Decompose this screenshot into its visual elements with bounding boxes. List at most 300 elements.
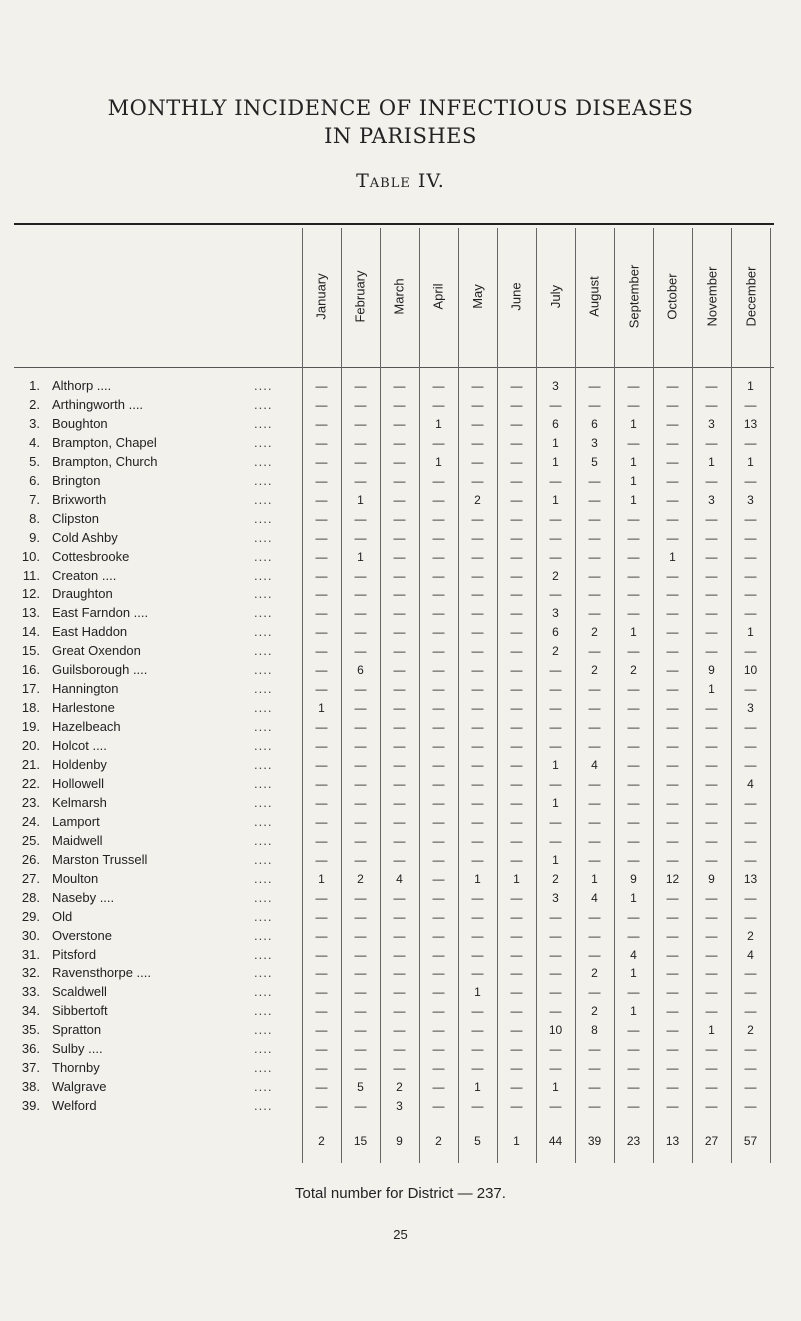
table-cell: —	[315, 928, 328, 943]
parish-name: Althorp ....	[52, 378, 112, 393]
table-cell: —	[744, 966, 757, 981]
table-cell: 1	[708, 682, 715, 697]
table-cell: —	[354, 814, 367, 829]
table-cell: —	[510, 852, 523, 867]
table-cell: —	[549, 1004, 562, 1019]
table-cell: 1	[552, 454, 559, 469]
table-cell: —	[744, 549, 757, 564]
table-cell: —	[393, 492, 406, 507]
month-header-september	[614, 232, 653, 360]
table-cell: —	[549, 511, 562, 526]
table-cell: —	[432, 625, 445, 640]
table-cell: —	[471, 568, 484, 583]
monthly-total: 44	[548, 1134, 563, 1148]
table-cell: —	[471, 1099, 484, 1114]
leader-dots: ....	[254, 643, 273, 659]
table-cell: —	[432, 833, 445, 848]
table-cell: —	[744, 397, 757, 412]
table-cell: —	[588, 473, 601, 488]
table-cell: 1	[435, 416, 442, 431]
table-cell: —	[627, 587, 640, 602]
table-row	[14, 794, 302, 812]
leader-dots: ....	[254, 605, 273, 621]
table-cell: —	[627, 606, 640, 621]
table-cell: —	[432, 511, 445, 526]
row-number: 5.	[29, 453, 40, 469]
parish-name: Hazelbeach	[52, 719, 121, 735]
table-cell: —	[627, 985, 640, 1000]
table-cell: —	[588, 511, 601, 526]
row-number: 30.	[21, 927, 40, 943]
table-cell: 1	[552, 435, 559, 450]
table-cell: 1	[747, 454, 754, 469]
table-row	[14, 737, 302, 755]
table-cell: —	[666, 966, 679, 981]
table-cell: 4	[591, 758, 598, 772]
table-cell: 2	[474, 492, 481, 507]
table-cell: —	[744, 795, 757, 810]
table-cell: —	[315, 397, 328, 412]
table-cell: —	[549, 1099, 562, 1114]
row-number: 1.	[29, 378, 40, 393]
table-cell: —	[393, 909, 406, 924]
table-row	[14, 472, 302, 490]
month-header-label: September	[626, 264, 641, 328]
parish-name: Creaton ....	[52, 567, 117, 583]
table-cell: —	[510, 530, 523, 545]
table-cell: —	[666, 985, 679, 1000]
page-number: 25	[393, 1227, 408, 1242]
parish-name: Clipston	[52, 510, 99, 526]
monthly-total: 27	[704, 1134, 719, 1148]
table-cell: —	[393, 1023, 406, 1038]
table-cell: —	[627, 720, 640, 735]
table-cell: —	[705, 511, 718, 526]
table-row	[14, 661, 302, 679]
table-cell: —	[510, 416, 523, 431]
leader-dots: ....	[254, 757, 273, 772]
table-cell: —	[705, 852, 718, 867]
table-cell: —	[393, 758, 406, 772]
month-header-may	[458, 232, 497, 360]
table-row	[14, 510, 302, 528]
row-number: 34.	[21, 1003, 40, 1019]
table-cell: —	[393, 833, 406, 848]
table-cell: —	[744, 833, 757, 848]
table-cell: —	[666, 795, 679, 810]
table-cell: —	[354, 890, 367, 905]
table-row	[14, 415, 302, 433]
table-row	[14, 1040, 302, 1058]
table-cell: —	[393, 530, 406, 545]
table-cell: —	[744, 473, 757, 488]
table-cell: —	[744, 435, 757, 450]
table-cell: —	[432, 701, 445, 716]
table-cell: 1	[747, 625, 754, 640]
table-cell: —	[432, 568, 445, 583]
table-row	[14, 680, 302, 698]
table-cell: —	[471, 416, 484, 431]
table-cell: —	[588, 947, 601, 962]
table-row	[14, 908, 302, 926]
table-cell: —	[354, 947, 367, 962]
month-header-label: March	[392, 277, 407, 315]
table-cell: 1	[630, 473, 637, 488]
table-cell: —	[393, 739, 406, 754]
table-row	[14, 1021, 302, 1039]
monthly-total: 57	[743, 1134, 758, 1148]
table-cell: —	[744, 1004, 757, 1019]
table-cell: —	[588, 682, 601, 697]
table-cell: —	[510, 663, 523, 678]
table-cell: —	[666, 1042, 679, 1057]
table-cell: —	[471, 890, 484, 905]
table-cell: —	[666, 511, 679, 526]
row-number: 26.	[21, 851, 40, 867]
table-cell: 6	[357, 663, 364, 678]
table-cell: —	[627, 1080, 640, 1095]
table-cell: —	[549, 928, 562, 943]
table-cell: —	[354, 416, 367, 431]
leader-dots: ....	[254, 415, 273, 431]
table-row	[14, 946, 302, 964]
table-cell: —	[510, 890, 523, 905]
table-cell: —	[666, 473, 679, 488]
table-cell: 3	[708, 492, 715, 507]
table-cell: —	[627, 644, 640, 659]
table-cell: —	[510, 720, 523, 735]
table-cell: —	[705, 606, 718, 621]
table-cell: —	[705, 397, 718, 412]
table-cell: 1	[318, 871, 325, 886]
table-cell: —	[666, 492, 679, 507]
table-cell: —	[471, 454, 484, 469]
row-number: 11.	[22, 567, 40, 583]
table-cell: 1	[435, 454, 442, 469]
table-cell: —	[666, 701, 679, 716]
table-cell: 2	[552, 871, 559, 886]
table-cell: —	[627, 1099, 640, 1114]
table-cell: —	[315, 890, 328, 905]
table-cell: 3	[552, 379, 559, 393]
table-cell: —	[666, 682, 679, 697]
table-cell: —	[666, 435, 679, 450]
table-cell: 1	[630, 890, 637, 905]
table-cell: —	[471, 795, 484, 810]
table-cell: —	[354, 435, 367, 450]
table-cell: —	[549, 663, 562, 678]
table-cell: —	[588, 814, 601, 829]
table-cell: —	[588, 701, 601, 716]
table-cell: —	[432, 814, 445, 829]
parish-name: East Haddon	[52, 624, 128, 640]
leader-dots: ....	[254, 662, 273, 678]
table-cell: —	[315, 985, 328, 1000]
table-cell: —	[510, 985, 523, 1000]
table-cell: —	[744, 1099, 757, 1114]
table-cell: —	[588, 720, 601, 735]
parish-name: Brampton, Church	[52, 453, 158, 469]
table-cell: —	[471, 606, 484, 621]
month-header-label: July	[548, 284, 563, 308]
table-cell: —	[432, 587, 445, 602]
row-number: 2.	[29, 396, 40, 412]
table-row	[14, 832, 302, 850]
table-cell: —	[666, 568, 679, 583]
table-cell: —	[471, 928, 484, 943]
month-header-november	[692, 232, 731, 360]
table-cell: —	[627, 739, 640, 754]
table-cell: —	[510, 625, 523, 640]
table-cell: —	[510, 1080, 523, 1095]
table-cell: —	[666, 833, 679, 848]
table-cell: —	[471, 701, 484, 716]
table-cell: —	[666, 1099, 679, 1114]
month-header-label: October	[665, 272, 680, 320]
header-separator-rule	[14, 367, 774, 368]
table-cell: —	[315, 568, 328, 583]
table-row	[14, 453, 302, 471]
table-cell: —	[588, 549, 601, 564]
table-cell: —	[393, 1061, 406, 1076]
monthly-total: 2	[318, 1134, 325, 1148]
table-cell: —	[432, 928, 445, 943]
month-header-label: June	[508, 281, 524, 311]
table-cell: —	[471, 549, 484, 564]
table-cell: —	[666, 928, 679, 943]
table-cell: —	[666, 776, 679, 791]
table-cell: —	[744, 1061, 757, 1076]
table-cell: —	[588, 1042, 601, 1057]
table-cell: —	[432, 473, 445, 488]
table-cell: —	[432, 909, 445, 924]
table-cell: —	[354, 1061, 367, 1076]
table-cell: 2	[591, 1004, 598, 1019]
table-cell: —	[471, 1061, 484, 1076]
table-cell: —	[666, 454, 679, 469]
table-cell: —	[627, 379, 640, 393]
table-row	[14, 870, 302, 888]
table-cell: —	[432, 1061, 445, 1076]
table-cell: —	[705, 1042, 718, 1057]
row-number: 16.	[21, 662, 40, 678]
table-cell: —	[549, 814, 562, 829]
table-cell: —	[432, 720, 445, 735]
table-cell: —	[510, 833, 523, 848]
table-cell: —	[744, 587, 757, 602]
parish-name: Holcot ....	[52, 738, 107, 754]
table-cell: —	[666, 1004, 679, 1019]
monthly-total: 9	[396, 1134, 403, 1148]
table-cell: —	[432, 758, 445, 772]
leader-dots: ....	[254, 586, 273, 602]
row-number: 12.	[21, 586, 40, 602]
table-cell: —	[627, 549, 640, 564]
table-cell: 2	[552, 568, 559, 583]
table-cell: 1	[474, 985, 481, 1000]
table-cell: —	[705, 720, 718, 735]
table-cell: —	[705, 947, 718, 962]
leader-dots: ....	[254, 1041, 273, 1057]
table-cell: —	[627, 795, 640, 810]
table-cell: —	[315, 758, 328, 772]
table-cell: —	[354, 1099, 367, 1114]
table-row	[14, 718, 302, 736]
table-cell: —	[549, 549, 562, 564]
table-cell: —	[393, 644, 406, 659]
parish-name: Ravensthorpe ....	[52, 965, 151, 981]
parish-name: Lamport	[52, 813, 100, 829]
table-row	[14, 642, 302, 660]
table-cell: —	[588, 928, 601, 943]
table-cell: —	[588, 379, 601, 393]
table-cell: —	[744, 814, 757, 829]
table-cell: —	[393, 587, 406, 602]
table-cell: —	[354, 397, 367, 412]
district-total: Total number for District — 237.	[295, 1185, 506, 1202]
table-cell: —	[432, 492, 445, 507]
table-cell: —	[510, 909, 523, 924]
table-cell: —	[432, 606, 445, 621]
table-cell: 1	[552, 1080, 559, 1095]
month-header-label: December	[743, 266, 758, 326]
row-number: 6.	[29, 472, 40, 488]
table-cell: —	[666, 1080, 679, 1095]
table-cell: —	[354, 701, 367, 716]
table-cell: 8	[591, 1023, 598, 1038]
table-cell: —	[744, 758, 757, 772]
table-cell: —	[315, 454, 328, 469]
table-cell: 13	[743, 416, 758, 431]
table-cell: 13	[743, 871, 758, 886]
table-cell: —	[393, 568, 406, 583]
row-number: 35.	[21, 1022, 40, 1038]
monthly-total: 2	[435, 1134, 442, 1148]
month-header-july	[536, 232, 575, 360]
table-cell: —	[471, 1023, 484, 1038]
table-cell: —	[315, 1061, 328, 1076]
table-cell: —	[393, 814, 406, 829]
table-cell: —	[588, 568, 601, 583]
table-cell: 1	[747, 379, 754, 393]
table-cell: —	[549, 947, 562, 962]
table-cell: —	[510, 1004, 523, 1019]
table-cell: 1	[630, 454, 637, 469]
row-number: 33.	[21, 984, 40, 1000]
table-cell: 5	[591, 454, 598, 469]
leader-dots: ....	[254, 396, 273, 412]
table-cell: —	[471, 720, 484, 735]
table-cell: —	[354, 1042, 367, 1057]
table-cell: —	[432, 1023, 445, 1038]
table-cell: —	[432, 530, 445, 545]
table-row	[14, 396, 302, 414]
table-cell: —	[354, 454, 367, 469]
leader-dots: ....	[254, 529, 273, 545]
table-cell: —	[354, 530, 367, 545]
table-cell: —	[705, 549, 718, 564]
table-cell: —	[432, 1080, 445, 1095]
month-header-label: August	[587, 275, 603, 317]
table-cell: —	[744, 644, 757, 659]
table-cell: —	[549, 776, 562, 791]
row-number: 21.	[21, 757, 40, 772]
month-header-february	[341, 232, 380, 360]
leader-dots: ....	[254, 927, 273, 943]
table-cell: —	[354, 511, 367, 526]
table-cell: —	[588, 1099, 601, 1114]
month-header-january	[302, 232, 341, 360]
table-cell: —	[588, 739, 601, 754]
parish-name: Pitsford	[52, 946, 97, 962]
table-cell: —	[354, 985, 367, 1000]
table-cell: —	[354, 720, 367, 735]
table-cell: —	[354, 682, 367, 697]
table-cell: —	[471, 739, 484, 754]
table-cell: —	[432, 397, 445, 412]
table-row	[14, 964, 302, 982]
table-cell: —	[666, 587, 679, 602]
parish-name: Marston Trussell	[52, 851, 148, 867]
table-cell: —	[588, 397, 601, 412]
table-cell: —	[510, 1023, 523, 1038]
table-cell: —	[588, 1061, 601, 1076]
parish-name: Brixworth	[52, 491, 107, 507]
row-number: 29.	[21, 908, 40, 924]
table-cell: —	[471, 852, 484, 867]
table-cell: —	[354, 852, 367, 867]
table-cell: —	[354, 587, 367, 602]
table-cell: —	[744, 852, 757, 867]
table-cell: —	[315, 1042, 328, 1057]
table-cell: —	[666, 644, 679, 659]
table-row	[14, 604, 302, 622]
leader-dots: ....	[254, 548, 273, 564]
table-row	[14, 983, 302, 1001]
table-cell: —	[432, 871, 445, 886]
table-cell: —	[315, 947, 328, 962]
leader-dots: ....	[254, 1079, 273, 1095]
table-cell: —	[705, 435, 718, 450]
table-cell: —	[510, 1099, 523, 1114]
table-cell: —	[393, 682, 406, 697]
table-cell: —	[354, 833, 367, 848]
table-row	[14, 699, 302, 717]
table-cell: —	[510, 606, 523, 621]
parish-name: Cottesbrooke	[52, 548, 130, 564]
table-cell: —	[627, 701, 640, 716]
row-number: 38.	[21, 1079, 40, 1095]
table-cell: —	[471, 435, 484, 450]
table-cell: —	[627, 1061, 640, 1076]
table-cell: —	[315, 739, 328, 754]
table-cell: —	[393, 890, 406, 905]
table-cell: —	[549, 833, 562, 848]
table-cell: —	[393, 776, 406, 791]
table-cell: —	[432, 435, 445, 450]
table-cell: —	[549, 909, 562, 924]
table-cell: 3	[591, 435, 598, 450]
leader-dots: ....	[254, 738, 273, 754]
row-number: 28.	[21, 889, 40, 905]
table-cell: —	[510, 1061, 523, 1076]
table-cell: —	[744, 909, 757, 924]
leader-dots: ....	[254, 1003, 273, 1019]
row-number: 10.	[21, 548, 40, 564]
table-cell: 3	[747, 701, 754, 716]
table-cell: —	[471, 530, 484, 545]
month-header-label: November	[704, 266, 719, 326]
